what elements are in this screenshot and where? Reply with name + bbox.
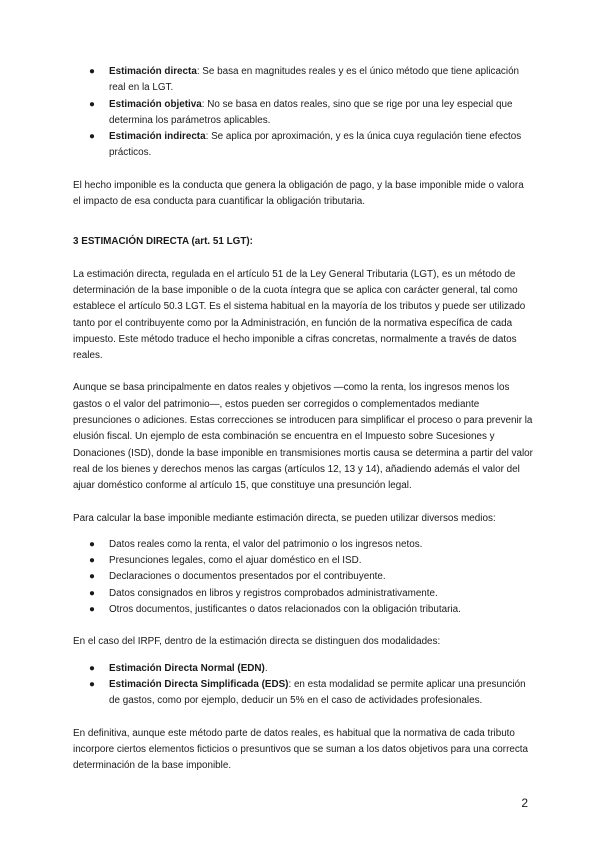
list-item <box>73 569 533 585</box>
paragraph-3: Para calcular la base imponible mediante estimación directa, se pueden utilizar diversos medios: <box>73 512 496 524</box>
bullet-icon: ● <box>89 66 95 77</box>
list-item <box>73 64 533 97</box>
bullet-icon: ● <box>89 587 95 599</box>
list-item-text: . <box>264 662 268 674</box>
page-content <box>73 64 533 774</box>
paragraph-2: Aunque se basa principalmente en datos reales y objetivos —como la renta, los ingresos menos los gastos o el valor del patrimonio—, estos pueden ser corregidos o complementados mediante presunciones o adiciones. Estas correcciones se introducen para simplificar el proceso o para prevenir la elusión fiscal. Un ejemplo de esta combinación se encuentra en el Impuesto sobre Sucesiones y Donaciones (ISD), donde la base imponible en transmisiones mortis causa se determina a partir del valor real de los bienes y derechos menos las cargas (artículos 12, 13 y 14), añadiendo además el valor del ajuar doméstico conforme al artículo 15, que constituye una presunción legal. <box>73 382 533 492</box>
list-item-term: Estimación Directa Normal (EDN) <box>109 662 265 674</box>
list-item-text: Datos reales como la renta, el valor del patrimonio o los ingresos netos. <box>109 538 423 550</box>
list-item-text: : en esta modalidad se permite aplicar una presunción de gastos, como por ejemplo, deducir un 5% en el caso de actividades profesionales. <box>109 678 526 707</box>
page-number: 2 <box>521 796 528 810</box>
list-item-text: Otros documentos, justificantes o datos relacionados con la obligación tributaria. <box>109 604 461 616</box>
bullet-icon: ● <box>89 678 95 690</box>
list-item <box>73 661 533 677</box>
bullet-icon: ● <box>89 131 95 143</box>
intro-paragraph: El hecho imponible es la conducta que genera la obligación de pago, y la base imponible mide o valora el impacto de esa conducta para cuantificar la obligación tributaria. <box>73 179 524 208</box>
list-item <box>73 586 533 602</box>
means-list <box>73 537 533 618</box>
list-item-term: Estimación directa <box>109 66 197 77</box>
modalities-list <box>73 661 533 710</box>
paragraph-4: En el caso del IRPF, dentro de la estimación directa se distinguen dos modalidades: <box>73 636 441 648</box>
bullet-icon: ● <box>89 538 95 550</box>
list-item <box>73 553 533 569</box>
bullet-icon: ● <box>89 662 95 674</box>
bullet-icon: ● <box>89 604 95 616</box>
list-item-text: Datos consignados en libros y registros comprobados administrativamente. <box>109 587 438 599</box>
list-item-text: : Se aplica por aproximación, y es la única cuya regulación tiene efectos prácticos. <box>109 131 522 159</box>
list-item <box>73 677 533 710</box>
list-item <box>73 97 533 130</box>
bullet-icon: ● <box>89 555 95 567</box>
list-item-text: : Se basa en magnitudes reales y es el único método que tiene aplicación real en la LGT. <box>109 66 520 94</box>
list-item-text: Declaraciones o documentos presentados por el contribuyente. <box>109 571 386 583</box>
paragraph-1: La estimación directa, regulada en el artículo 51 de la Ley General Tributaria (LGT), es un método de determinación de la base imponible o de la cuota íntegra que se aplica con carácter general, tal como establece el artículo 50.3 LGT. Es el sistema habitual en la mayoría de los tributos y puede ser utilizado tanto por el contribuyente como por la Administración, en función de la normativa específica de cada impuesto. Este método traduce el hecho imponible a cifras concretas, normalmente a través de datos reales. <box>73 268 526 362</box>
estimation-methods-list <box>73 64 533 162</box>
list-item <box>73 129 533 162</box>
bullet-icon: ● <box>89 571 95 583</box>
list-item-text: Presunciones legales, como el ajuar doméstico en el ISD. <box>109 555 362 567</box>
list-item-term: Estimación Directa Simplificada (EDS) <box>109 678 289 690</box>
section-heading: 3 ESTIMACIÓN DIRECTA (art. 51 LGT): <box>73 236 253 248</box>
list-item <box>73 602 533 618</box>
list-item-text: : No se basa en datos reales, sino que se rige por una ley especial que determina los parámetros aplicables. <box>109 98 513 126</box>
list-item-term: Estimación indirecta <box>109 131 206 143</box>
paragraph-5: En definitiva, aunque este método parte de datos reales, es habitual que la normativa de cada tributo incorpore ciertos elementos ficticios o presuntivos que se suman a los datos objetivos para una correcta determinación de la base imponible. <box>73 727 529 772</box>
bullet-icon: ● <box>89 98 95 110</box>
list-item <box>73 537 533 553</box>
list-item-term: Estimación objetiva <box>109 98 202 110</box>
